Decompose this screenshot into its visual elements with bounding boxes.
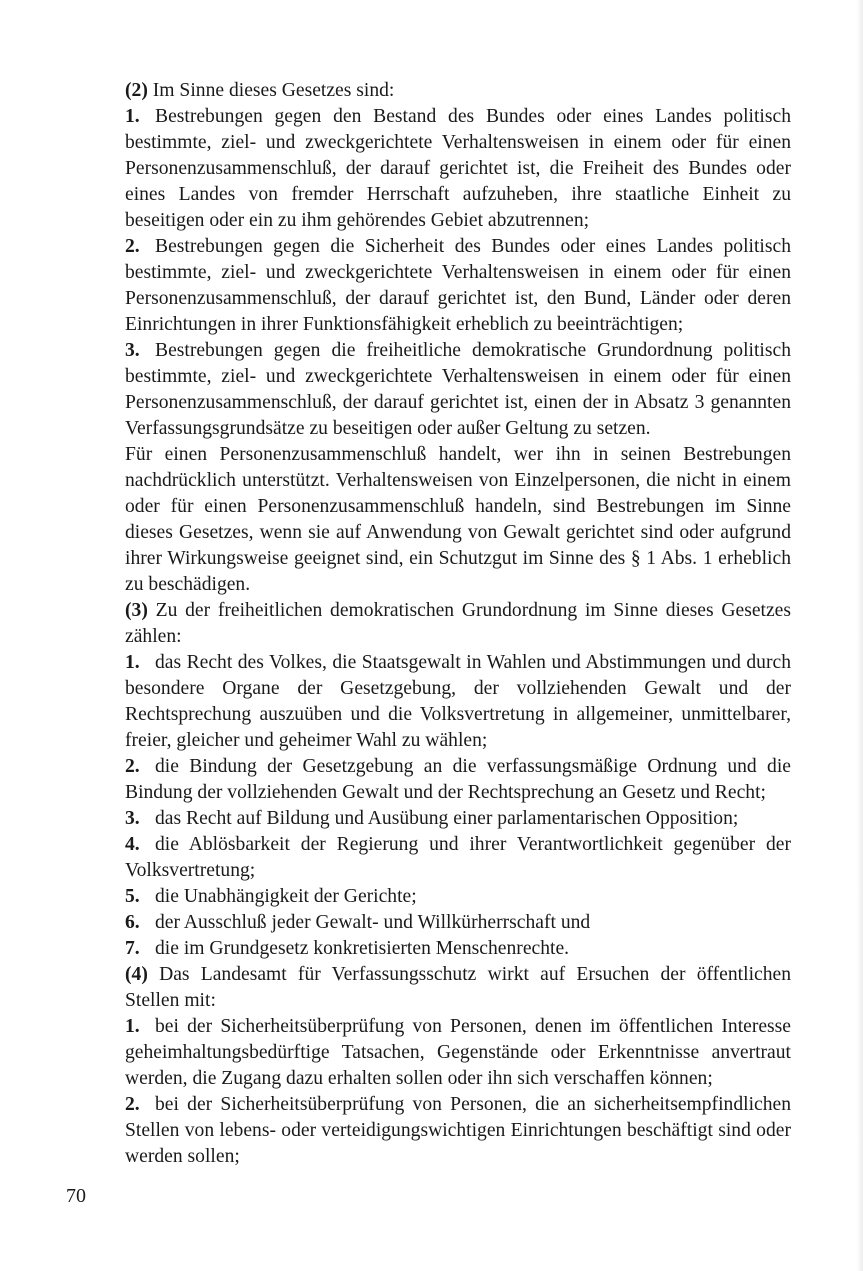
- item-number: 3.: [125, 340, 140, 361]
- item-number: 2.: [125, 756, 140, 777]
- section-3-item-3: [125, 806, 791, 832]
- section-3-item-4: [125, 832, 791, 884]
- section-2-item-2: [125, 234, 791, 338]
- section-2-item-3: [125, 338, 791, 442]
- section-4-number: (4): [125, 964, 148, 985]
- item-text: Bestrebungen gegen die freiheitliche demokratische Grundordnung politisch bestimmte, ziel- und zweckgerichtete Verhaltensweisen in einem oder für einen Personenzusammenschluß, der darauf gerichtet ist, einen der in Absatz 3 genannten Verfassungsgrundsätze zu beseitigen oder außer Geltung zu setzen.: [125, 340, 791, 439]
- item-text: Bestrebungen gegen die Sicherheit des Bundes oder eines Landes politisch bestimmte, ziel- und zweckgerichtete Verhaltensweisen in einem oder für einen Personenzusammenschluß, der darauf gerichtet ist, den Bund, Länder oder deren Einrichtungen in ihrer Funktionsfähigkeit erheblich zu beeinträchtigen;: [125, 236, 791, 335]
- section-3-intro-text: Zu der freiheitlichen demokratischen Grundordnung im Sinne dieses Gesetzes zählen:: [125, 600, 791, 647]
- item-text: der Ausschluß jeder Gewalt- und Willkürherrschaft und: [155, 912, 591, 933]
- item-number: 2.: [125, 236, 140, 257]
- item-number: 1.: [125, 106, 140, 127]
- section-4-intro-text: Das Landesamt für Verfassungsschutz wirkt auf Ersuchen der öffentlichen Stellen mit:: [125, 964, 791, 1011]
- item-text: die Bindung der Gesetzgebung an die verfassungsmäßige Ordnung und die Bindung der vollziehenden Gewalt und der Rechtsprechung an Gesetz und Recht;: [125, 756, 791, 803]
- item-text: die Ablösbarkeit der Regierung und ihrer Verantwortlichkeit gegenüber der Volksvertretung;: [125, 834, 791, 881]
- item-text: die im Grundgesetz konkretisierten Menschenrechte.: [155, 938, 570, 959]
- item-text: das Recht auf Bildung und Ausübung einer parlamentarischen Opposition;: [155, 808, 739, 829]
- item-text: das Recht des Volkes, die Staatsgewalt in Wahlen und Abstimmungen und durch besondere Organe der Gesetzgebung, der vollziehenden Gewalt und der Rechtsprechung auszuüben und die Volksvertretung in allgemeiner, unmittelbarer, freier, gleicher und geheimer Wahl zu wählen;: [125, 652, 791, 751]
- item-text: Bestrebungen gegen den Bestand des Bundes oder eines Landes politisch bestimmte, ziel- und zweckgerichtete Verhaltensweisen in einem oder für einen Personenzusammenschluß, der darauf gerichtet ist, die Freiheit des Bundes oder eines Landes von fremder Herrschaft aufzuheben, ihre staatliche Einheit zu beseitigen oder ein zu ihm gehörendes Gebiet abzutrennen;: [125, 106, 791, 231]
- section-2-intro-text: Im Sinne dieses Gesetzes sind:: [152, 80, 395, 101]
- section-3-item-6: [125, 910, 791, 936]
- section-4-item-1: [125, 1014, 791, 1092]
- section-2-intro: [125, 78, 791, 104]
- item-number: 2.: [125, 1094, 140, 1115]
- section-3-number: (3): [125, 600, 148, 621]
- section-2-number: (2): [125, 80, 148, 101]
- section-2-closing: Für einen Personenzusammenschluß handelt, wer ihn in seinen Bestrebungen nachdrücklich unterstützt. Verhaltensweisen von Einzelpersonen, die nicht in einem oder für einen Personenzusammenschluß handeln, sind Bestrebungen im Sinne dieses Gesetzes, wenn sie auf Anwendung von Gewalt gerichtet sind oder aufgrund ihrer Wirkungsweise geeignet sind, ein Schutzgut im Sinne des § 1 Abs. 1 erheblich zu beschädigen.: [125, 444, 791, 595]
- item-text: bei der Sicherheitsüberprüfung von Personen, denen im öffentlichen Interesse geheimhaltungsbedürftige Tatsachen, Gegenstände oder Erkenntnisse anvertraut werden, die Zugang dazu erhalten sollen oder ihn sich verschaffen können;: [125, 1016, 791, 1089]
- page-number: 70: [66, 1185, 86, 1207]
- item-number: 1.: [125, 652, 140, 673]
- section-3-item-2: [125, 754, 791, 806]
- section-3-item-7: [125, 936, 791, 962]
- section-4-item-2: [125, 1092, 791, 1170]
- item-number: 6.: [125, 912, 140, 933]
- law-text-body: [125, 78, 791, 1170]
- section-2-item-1: [125, 104, 791, 234]
- section-3-item-5: [125, 884, 791, 910]
- item-number: 7.: [125, 938, 140, 959]
- item-number: 3.: [125, 808, 140, 829]
- section-4-intro: [125, 962, 791, 1014]
- item-text: die Unabhängigkeit der Gerichte;: [155, 886, 417, 907]
- item-number: 5.: [125, 886, 140, 907]
- page-edge-shadow: [857, 0, 863, 1271]
- item-number: 4.: [125, 834, 140, 855]
- section-3-item-1: [125, 650, 791, 754]
- item-text: bei der Sicherheitsüberprüfung von Personen, die an sicherheitsempfindlichen Stellen von lebens- oder verteidigungswichtigen Einrichtungen beschäftigt sind oder werden sollen;: [125, 1094, 791, 1167]
- item-number: 1.: [125, 1016, 140, 1037]
- section-3-intro: [125, 598, 791, 650]
